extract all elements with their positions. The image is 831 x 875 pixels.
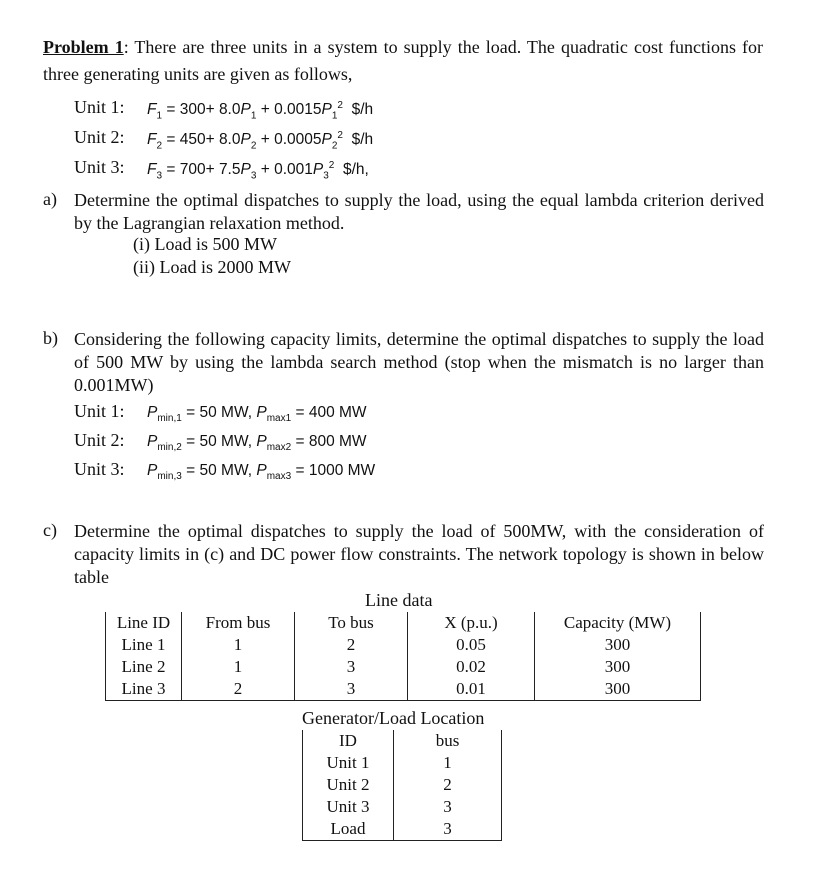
problem-intro-text: : There are three units in a system to supply the load. The quadratic cost functions for three generating units are given as follows,: [43, 37, 764, 84]
line-table-caption: Line data: [365, 590, 433, 610]
table-row: [303, 774, 502, 796]
table-row: [106, 678, 701, 701]
table-cell: Unit 3: [303, 796, 394, 818]
lhs: F: [147, 131, 157, 149]
table-header-cell: bus: [394, 730, 502, 752]
limit-label: Unit 2:: [74, 430, 125, 450]
table-cell: 1: [182, 634, 295, 656]
cost-function-label: Unit 2:: [74, 127, 125, 147]
problem-intro: [43, 34, 763, 88]
table-cell: 3: [394, 818, 502, 841]
table-header-cell: ID: [303, 730, 394, 752]
table-row: [303, 818, 502, 841]
table-header-row: [106, 612, 701, 634]
table-cell: 1: [182, 656, 295, 678]
table-row: [106, 634, 701, 656]
table-header-row: [303, 730, 502, 752]
table-row: [303, 796, 502, 818]
part-c-text: Determine the optimal dispatches to supply the load of 500MW, with the consideration of capacity limits in (c) and DC power flow constraints. The network topology is shown in below table: [74, 521, 764, 587]
gen-load-table: [302, 730, 502, 841]
table-cell: 0.01: [408, 678, 535, 701]
table-cell: 3: [295, 656, 408, 678]
limit-label: Unit 1:: [74, 401, 125, 421]
table-cell: Load: [303, 818, 394, 841]
table-cell: 0.02: [408, 656, 535, 678]
table-cell: Line 2: [106, 656, 182, 678]
table-row: [303, 752, 502, 774]
problem-title: Problem 1: [43, 37, 124, 57]
table-cell: 2: [394, 774, 502, 796]
table-header-cell: Line ID: [106, 612, 182, 634]
table-cell: Unit 2: [303, 774, 394, 796]
cost-function-label: Unit 1:: [74, 97, 125, 117]
part-c-label: c): [43, 520, 57, 540]
table-row: [106, 656, 701, 678]
line-data-table: [105, 612, 701, 701]
table-cell: 3: [394, 796, 502, 818]
cost-function-equation: $F_2 = 450+ 8.0P_2 + 0.0005P_2^2$ $/h: [147, 130, 374, 152]
table-cell: 2: [295, 634, 408, 656]
table-cell: 300: [535, 656, 701, 678]
gen-table-caption: Generator/Load Location: [302, 708, 485, 728]
lhs: F: [147, 101, 157, 119]
limit-expression: $P_{min,1} = 50$ MW, $P_{max1} = 400$ MW: [147, 404, 367, 425]
table-header-cell: From bus: [182, 612, 295, 634]
table-cell: 2: [182, 678, 295, 701]
limit-label: Unit 3:: [74, 459, 125, 479]
cost-function-equation: $F_3 = 700+ 7.5P_3 + 0.001P_3^2$ $/h,: [147, 160, 369, 182]
part-a-item-1: (i) Load is 500 MW: [133, 234, 277, 254]
table-cell: Unit 1: [303, 752, 394, 774]
table-cell: 0.05: [408, 634, 535, 656]
table-header-cell: Capacity (MW): [535, 612, 701, 634]
table-cell: Line 3: [106, 678, 182, 701]
limit-expression: $P_{min,2} = 50$ MW, $P_{max2} = 800$ MW: [147, 433, 367, 454]
limit-expression: $P_{min,3} = 50$ MW, $P_{max3} = 1000$ MW: [147, 462, 376, 483]
table-cell: 300: [535, 678, 701, 701]
table-header-cell: X (p.u.): [408, 612, 535, 634]
cost-function-equation: $F_1 = 300+ 8.0P_1 + 0.0015P_1^2$ $/h: [147, 100, 374, 122]
part-a-item-2: (ii) Load is 2000 MW: [133, 257, 291, 277]
cost-function-label: Unit 3:: [74, 157, 125, 177]
table-cell: 1: [394, 752, 502, 774]
table-cell: 300: [535, 634, 701, 656]
table-cell: Line 1: [106, 634, 182, 656]
table-header-cell: To bus: [295, 612, 408, 634]
table-cell: 3: [295, 678, 408, 701]
part-a-label: a): [43, 189, 57, 209]
part-b-label: b): [43, 328, 58, 348]
lhs: F: [147, 161, 157, 179]
part-b-text: Considering the following capacity limits, determine the optimal dispatches to supply the load of 500 MW by using the lambda search method (stop when the mismatch is no larger than 0.001MW): [74, 329, 764, 395]
part-a-text: Determine the optimal dispatches to supply the load, using the equal lambda criterion derived by the Lagrangian relaxation method.: [74, 190, 764, 233]
